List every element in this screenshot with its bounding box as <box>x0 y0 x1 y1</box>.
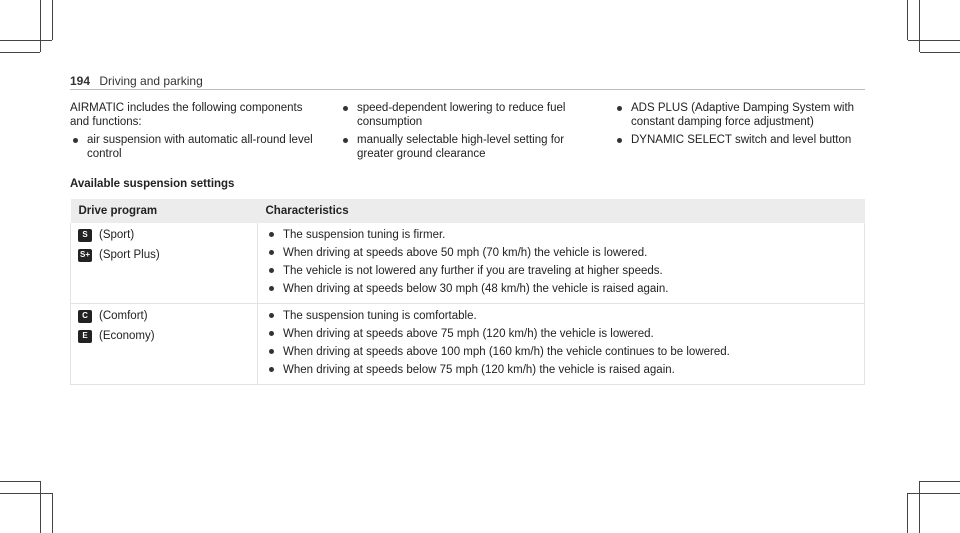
list-item: When driving at speeds below 75 mph (120 km/h) the vehicle is raised again. <box>266 363 856 377</box>
sport-key-icon: S <box>79 230 91 241</box>
sport-plus-key-icon: S+ <box>79 250 90 259</box>
list-item: The suspension tuning is firmer. <box>266 228 856 242</box>
program-label: (Economy) <box>99 330 155 342</box>
bullet-list <box>340 102 590 161</box>
crop-mark <box>919 0 920 52</box>
crop-mark <box>920 481 960 482</box>
list-item: The vehicle is not lowered any further if you are traveling at higher speeds. <box>266 264 856 278</box>
crop-mark <box>0 481 40 482</box>
list-item: air suspension with automatic all-round level control <box>70 134 320 161</box>
table-row <box>71 304 865 385</box>
bullet-list <box>70 134 320 161</box>
table-row <box>71 223 865 304</box>
intro-column-3 <box>614 102 864 153</box>
drive-program-economy <box>79 329 249 343</box>
crop-mark <box>52 0 53 40</box>
list-item: speed-dependent lowering to reduce fuel consumption <box>340 102 590 129</box>
crop-mark <box>40 481 41 533</box>
list-item: DYNAMIC SELECT switch and level button <box>614 134 864 148</box>
crop-mark <box>0 493 52 494</box>
crop-mark <box>0 40 52 41</box>
crop-mark <box>908 493 960 494</box>
economy-key-icon: E <box>79 331 91 342</box>
intro-column-2 <box>340 102 590 166</box>
intro-column-1 <box>70 102 320 166</box>
list-item: When driving at speeds below 30 mph (48 km/h) the vehicle is raised again. <box>266 282 856 296</box>
characteristics-cell <box>258 304 865 385</box>
program-label: (Sport Plus) <box>99 249 160 261</box>
drive-program-sport-plus <box>79 248 249 262</box>
crop-mark <box>52 493 53 533</box>
drive-program-sport <box>79 228 249 242</box>
crop-mark <box>919 481 920 533</box>
bullet-list <box>266 228 856 296</box>
intro-paragraph: AIRMATIC includes the following components and functions: <box>70 102 303 128</box>
list-item: When driving at speeds above 100 mph (160 km/h) the vehicle continues to be lowered. <box>266 345 856 359</box>
crop-mark <box>0 52 40 53</box>
list-item: When driving at speeds above 50 mph (70 km/h) the vehicle is lowered. <box>266 246 856 260</box>
header-divider <box>70 89 865 90</box>
suspension-settings-table <box>70 199 865 385</box>
crop-mark <box>907 493 908 533</box>
crop-mark <box>920 52 960 53</box>
program-label: (Comfort) <box>99 310 148 322</box>
table-header-row <box>71 199 865 223</box>
crop-mark <box>40 0 41 52</box>
column-header-drive-program: Drive program <box>71 199 258 223</box>
list-item: manually selectable high-level setting for greater ground clearance <box>340 134 590 161</box>
list-item: The suspension tuning is comfortable. <box>266 309 856 323</box>
section-title: Available suspension settings <box>70 178 235 190</box>
drive-program-comfort <box>79 309 249 323</box>
bullet-list <box>614 102 864 148</box>
page-number: 194 <box>70 74 91 88</box>
list-item: When driving at speeds above 75 mph (120 km/h) the vehicle is lowered. <box>266 327 856 341</box>
bullet-list <box>266 309 856 377</box>
drive-program-cell <box>71 304 258 385</box>
program-label: (Sport) <box>99 229 135 241</box>
section-name: Driving and parking <box>99 74 203 88</box>
drive-program-cell <box>71 223 258 304</box>
list-item: ADS PLUS (Adaptive Damping System with constant damping force adjustment) <box>614 102 864 129</box>
characteristics-cell <box>258 223 865 304</box>
comfort-key-icon: C <box>79 311 91 322</box>
crop-mark <box>908 40 960 41</box>
page-header <box>70 74 203 88</box>
crop-mark <box>907 0 908 40</box>
column-header-characteristics: Characteristics <box>258 199 865 223</box>
